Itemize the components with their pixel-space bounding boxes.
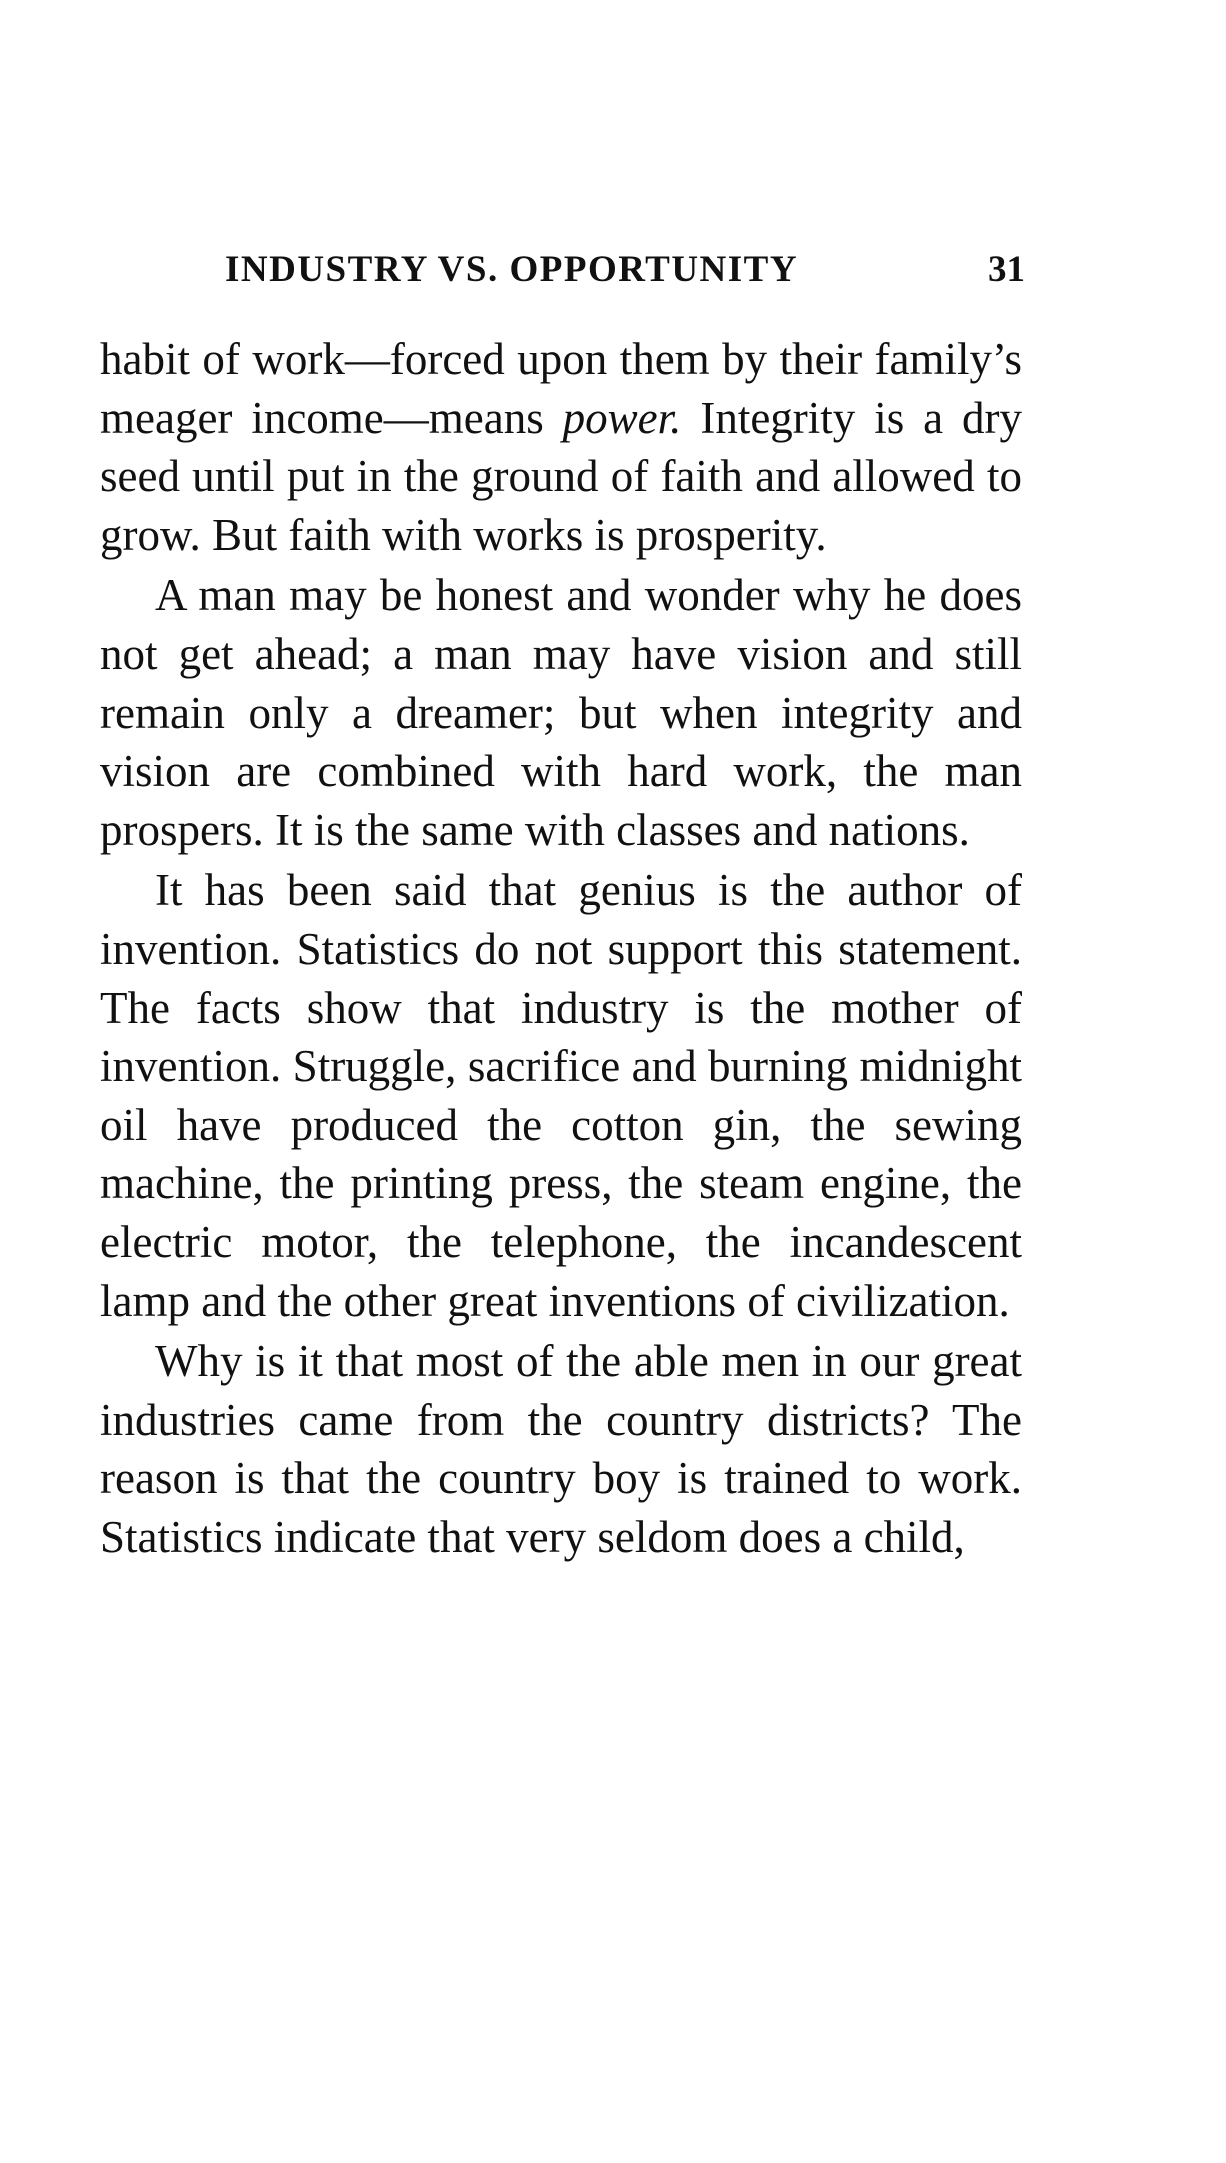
emphasized-word: power. (562, 392, 682, 443)
paragraph-text: Integrity is a dry seed until put in the ground of faith and allowed to grow. But faith with works is prosperity. (100, 392, 1022, 560)
page-number: 31 (988, 249, 1025, 290)
paragraph: A man may be honest and wonder why he does not get ahead; a man may have vision and still remain only a dreamer; but when integrity and vision are combined with hard work, the man prospers. It is the same with classes and nations. (100, 570, 1022, 855)
running-head (225, 240, 1025, 300)
running-title: INDUSTRY VS. OPPORTUNITY (225, 249, 799, 290)
body-text (100, 330, 1022, 1566)
paragraph-text: habit of work—forced upon them by their family’s meager income—means (100, 334, 1022, 443)
paragraph: It has been said that genius is the author of invention. Statistics do not support this statement. The facts show that industry is the mother of invention. Struggle, sacrifice and burning midnight oil have produced the cotton gin, the sewing machine, the printing press, the steam engine, the electric motor, the telephone, the incandescent lamp and the other great inventions of civilization. (100, 865, 1022, 1326)
paragraph-continued (100, 330, 1022, 564)
paragraph: Why is it that most of the able men in our great industries came from the country districts? The reason is that the country boy is trained to work. Statistics indicate that very seldom does a child, (100, 1336, 1022, 1562)
